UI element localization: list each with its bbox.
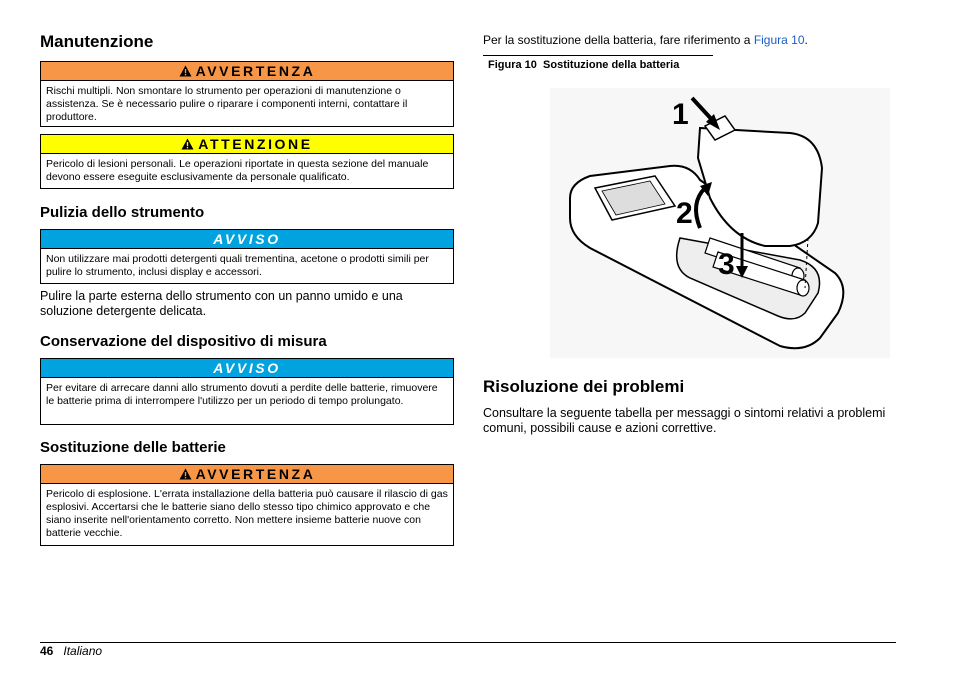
page-number: 46 [40, 644, 54, 658]
battery-replacement-illustration [550, 88, 890, 358]
footer-language: Italiano [63, 644, 103, 658]
notice-text: Non utilizzare mai prodotti detergenti quali trementina, acetone o prodotti simili per pulire lo strumento, inclusi display e accessori. [46, 253, 429, 278]
warning-header [41, 465, 453, 484]
warning-box-multiple-hazards [40, 61, 454, 127]
warning-triangle-icon [179, 468, 192, 480]
cleaning-body: Pulire la parte esterna dello strumento con un panno umido e una soluzione detergente delicata. [40, 289, 403, 318]
figure-link[interactable]: Figura 10 [753, 33, 805, 47]
section-title-troubleshooting: Risoluzione dei problemi [483, 377, 685, 396]
notice-text: Per evitare di arrecare danni allo strumento dovuti a perdite delle batterie, rimuovere le batterie prima di interrompere l'utilizzo per un periodo di tempo prolungato. [46, 382, 438, 407]
section-title-storage: Conservazione del dispositivo di misura [40, 333, 327, 350]
notice-header: AVVISO [41, 230, 453, 249]
step-number: 3 [718, 248, 735, 281]
caution-box-personal-injury [40, 134, 454, 189]
notice-box-storage [40, 358, 454, 425]
warning-label: AVVERTENZA [195, 466, 316, 482]
caution-label: ATTENZIONE [198, 136, 313, 152]
warning-triangle-icon [181, 138, 194, 150]
warning-box-explosion [40, 464, 454, 546]
troubleshooting-body: Consultare la seguente tabella per messaggi o sintomi relativi a problemi comuni, possibili cause e azioni correttive. [483, 406, 886, 435]
footer-rule [40, 642, 896, 643]
step-number: 2 [676, 197, 693, 230]
page-footer [40, 644, 102, 658]
figure-title-rule [483, 55, 713, 56]
figure-title: Figura 10 Sostituzione della batteria [488, 59, 680, 71]
figure-reference-paragraph [483, 33, 808, 48]
warning-text: Rischi multipli. Non smontare lo strumento per operazioni di manutenzione o assistenza. Se è necessario pulire o riparare i componenti interni, contattare il produttore. [46, 85, 408, 123]
notice-header: AVVISO [41, 359, 453, 378]
section-title-maintenance: Manutenzione [40, 32, 154, 51]
warning-header [41, 62, 453, 81]
notice-box-cleaning [40, 229, 454, 284]
warning-label: AVVERTENZA [195, 63, 316, 79]
section-title-battery: Sostituzione delle batterie [40, 439, 226, 456]
warning-triangle-icon [179, 65, 192, 77]
intro-end: . [804, 33, 808, 47]
step-number: 1 [672, 98, 689, 131]
intro-text: Per la sostituzione della batteria, fare riferimento a [483, 33, 754, 47]
caution-header [41, 135, 453, 154]
section-title-cleaning: Pulizia dello strumento [40, 204, 205, 221]
warning-text: Pericolo di esplosione. L'errata installazione della batteria può causare il rilascio di gas esplosivi. Accertarsi che le batterie siano dello stesso tipo chimico approvato e che siano inserite nell'orientamento corretto. Non mettere insieme batterie nuove con batterie vecchie. [46, 488, 448, 539]
caution-text: Pericolo di lesioni personali. Le operazioni riportate in questa sezione del manuale devono essere eseguite esclusivamente da personale qualificato. [46, 158, 429, 183]
